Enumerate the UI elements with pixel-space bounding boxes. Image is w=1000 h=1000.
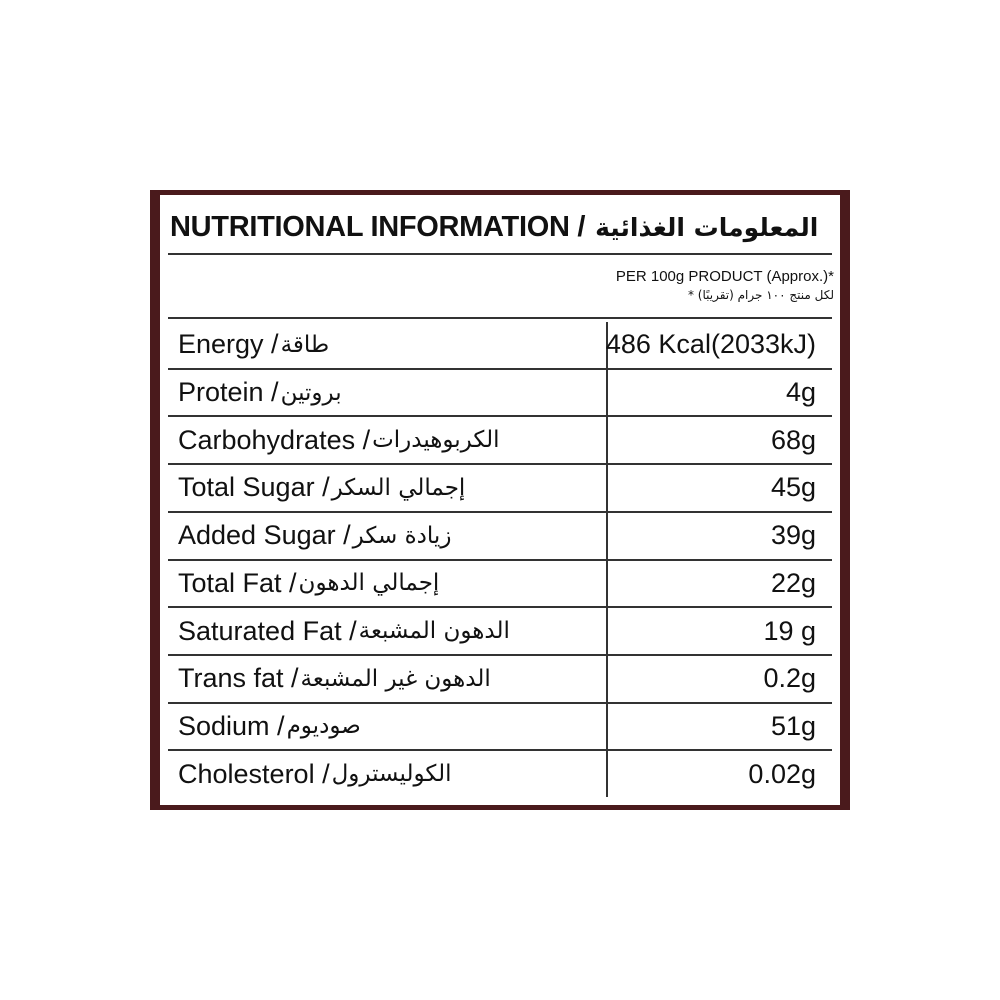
nutrient-name-ar: الكربوهيدرات bbox=[372, 427, 500, 454]
nutrient-row-total-fat bbox=[168, 561, 832, 609]
nutrient-row-sodium bbox=[168, 704, 832, 752]
nutrient-row-added-sugar bbox=[168, 513, 832, 561]
title-divider bbox=[168, 253, 832, 255]
nutrient-value: 39g bbox=[770, 520, 816, 551]
serving-basis-arabic: لكل منتج ١٠٠ جرام (تقريبًا) * bbox=[687, 287, 834, 302]
nutrient-value: 68g bbox=[770, 424, 816, 455]
nutrient-value: 486 Kcal(2033kJ) bbox=[605, 329, 816, 360]
serving-basis bbox=[170, 257, 834, 313]
nutrient-name-ar: الدهون غير المشبعة bbox=[300, 665, 491, 692]
nutrient-label bbox=[168, 465, 606, 511]
nutrient-row-cholesterol bbox=[168, 751, 832, 797]
nutrient-name-en: Saturated Fat / bbox=[178, 615, 357, 646]
nutrient-value: 22g bbox=[770, 567, 816, 598]
nutrient-name-en: Protein / bbox=[178, 377, 279, 408]
nutrient-name-en: Added Sugar / bbox=[178, 520, 351, 551]
nutrient-row-saturated-fat bbox=[168, 608, 832, 656]
nutrient-name-ar: صوديوم bbox=[286, 713, 361, 740]
nutrient-name-ar: طاقة bbox=[280, 331, 330, 358]
nutrient-name-en: Trans fat / bbox=[178, 663, 299, 694]
nutrient-name-en: Energy / bbox=[178, 329, 279, 360]
nutrient-row-total-sugar bbox=[168, 465, 832, 513]
nutrient-label bbox=[168, 370, 606, 416]
nutrient-row-protein bbox=[168, 370, 832, 418]
nutrient-value: 4g bbox=[785, 377, 816, 408]
nutrient-name-ar: زيادة سكر bbox=[352, 522, 452, 549]
nutrient-value: 0.02g bbox=[748, 758, 816, 789]
nutrient-label bbox=[168, 417, 606, 463]
nutrient-name-en: Carbohydrates / bbox=[178, 424, 371, 455]
nutrient-row-energy bbox=[168, 322, 832, 370]
nutrient-value: 0.2g bbox=[763, 663, 816, 694]
nutrient-name-en: Cholesterol / bbox=[178, 758, 330, 789]
nutrient-name-ar: إجمالي الدهون bbox=[298, 570, 440, 597]
table-top-divider bbox=[168, 317, 832, 319]
nutrient-label bbox=[168, 513, 606, 559]
nutrient-value: 45g bbox=[770, 472, 816, 503]
nutrient-name-ar: إجمالي السكر bbox=[331, 474, 466, 501]
nutrient-name-en: Sodium / bbox=[178, 710, 285, 741]
title-arabic: المعلومات الغذائية bbox=[595, 212, 819, 242]
nutrient-label bbox=[168, 751, 606, 797]
nutrient-label bbox=[168, 656, 606, 702]
nutrient-value: 19 g bbox=[763, 615, 816, 646]
nutrient-name-ar: بروتين bbox=[280, 379, 342, 406]
nutrient-label bbox=[168, 608, 606, 654]
nutrient-row-trans-fat bbox=[168, 656, 832, 704]
nutrient-row-carbohydrates bbox=[168, 417, 832, 465]
nutrient-value: 51g bbox=[770, 710, 816, 741]
label-title bbox=[170, 205, 830, 249]
nutrient-label bbox=[168, 561, 606, 607]
nutrient-table bbox=[168, 322, 832, 797]
nutrient-label bbox=[168, 322, 606, 368]
title-english: NUTRITIONAL INFORMATION / bbox=[170, 210, 586, 243]
nutrient-name-ar: الكوليسترول bbox=[331, 761, 452, 788]
nutrient-name-en: Total Sugar / bbox=[178, 472, 330, 503]
nutrition-label bbox=[150, 190, 850, 810]
nutrient-name-ar: الدهون المشبعة bbox=[358, 618, 510, 645]
serving-basis-english: PER 100g PRODUCT (Approx.)* bbox=[615, 267, 834, 285]
nutrient-label bbox=[168, 704, 606, 750]
nutrient-name-en: Total Fat / bbox=[178, 567, 297, 598]
